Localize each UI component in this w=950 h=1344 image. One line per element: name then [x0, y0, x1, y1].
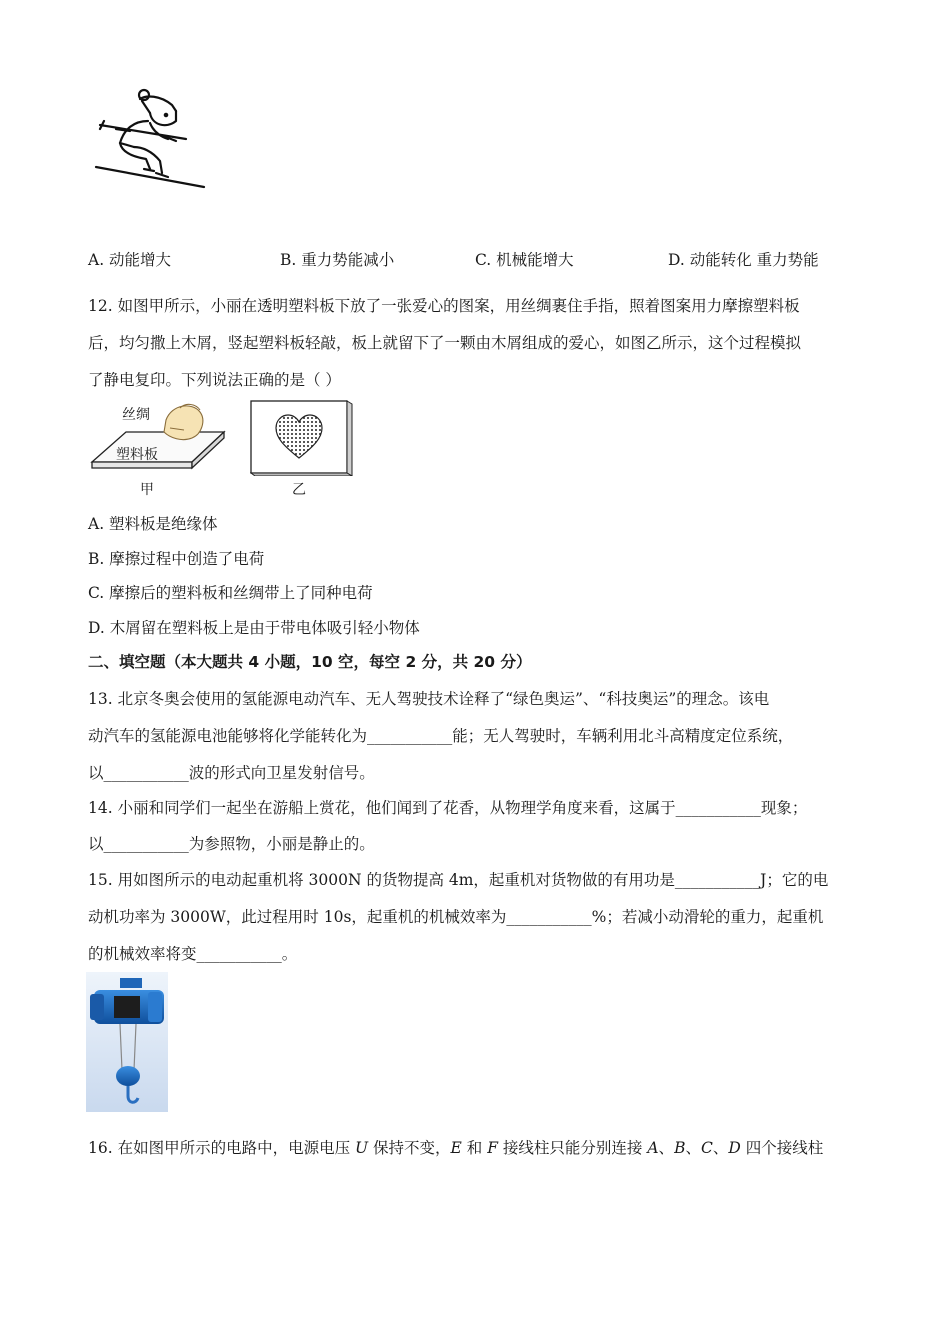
q12-text-line-2: 后，均匀撒上木屑，竖起塑料板轻敲，板上就留下了一颗由木屑组成的爱心，如图乙所示，这个过程模拟 [88, 334, 802, 352]
plastic-board-figure [88, 398, 228, 472]
board-label: 塑料板 [116, 447, 158, 463]
q15-text-line-1: 15. 用如图所示的电动起重机将 3000N 的货物提高 4m，起重机对货物做的有用功是___________J；它的电 [88, 871, 829, 889]
q11-option-d: D. 动能转化 重力势能 [668, 251, 819, 269]
q16-var-c: C [700, 1139, 713, 1157]
q15-text-line-2: 动机功率为 3000W，此过程用时 10s，起重机的机械效率为___________%；若减小动滑轮的重力，起重机 [88, 908, 824, 926]
figure-caption-yi: 乙 [292, 482, 306, 498]
q16-var-e: E [450, 1139, 462, 1157]
q15-text-line-3: 的机械效率将变___________。 [88, 945, 298, 963]
q13-text-line-1: 13. 北京冬奥会使用的氢能源电动汽车、无人驾驶技术诠释了“绿色奥运”、“科技奥运”的理念。该电 [88, 690, 770, 708]
heart-board-figure [250, 400, 354, 476]
q11-option-b: B. 重力势能减小 [280, 251, 395, 269]
q16-var-u: U [355, 1139, 369, 1157]
q11-option-c: C. 机械能增大 [475, 251, 574, 269]
q16-var-a: A [647, 1139, 659, 1157]
q16-text: 接线柱只能分别连接 [497, 1139, 648, 1157]
q14-text-line-2: 以___________为参照物，小丽是静止的。 [88, 835, 375, 853]
q12-option-c: C. 摩擦后的塑料板和丝绸带上了同种电荷 [88, 584, 373, 602]
q12-option-d: D. 木屑留在塑料板上是由于带电体吸引轻小物体 [88, 619, 420, 637]
q12-option-b: B. 摩擦过程中创造了电荷 [88, 550, 265, 568]
q16-sep: 、 [685, 1139, 701, 1157]
q14-text-line-1: 14. 小丽和同学们一起坐在游船上赏花，他们闻到了花香，从物理学角度来看，这属于___________现象； [88, 799, 808, 817]
q16-text: 和 [461, 1139, 488, 1157]
q12-option-a: A. 塑料板是绝缘体 [88, 515, 218, 533]
q13-text-line-2: 动汽车的氢能源电池能够将化学能转化为___________能；无人驾驶时，车辆利用北斗高精度定位系统， [88, 727, 794, 745]
q12-text-line-3: 了静电复印。下列说法正确的是（ ） [88, 371, 341, 389]
q16-text: 四个接线柱 [740, 1139, 824, 1157]
q16-var-b: B [674, 1139, 686, 1157]
q16-var-f: F [487, 1139, 498, 1157]
skier-figure [90, 85, 208, 190]
section-heading: 二、填空题（本大题共 4 小题，10 空，每空 2 分，共 20 分） [88, 653, 532, 671]
q16-text: 16. 在如图甲所示的电路中，电源电压 [88, 1139, 356, 1157]
silk-label: 丝绸 [122, 407, 150, 423]
q16-var-d: D [728, 1139, 741, 1157]
q16-text-line-1 [88, 1138, 823, 1158]
figure-caption-jia: 甲 [140, 482, 154, 498]
q16-text: 保持不变， [368, 1139, 451, 1157]
q12-text-line-1: 12. 如图甲所示，小丽在透明塑料板下放了一张爱心的图案，用丝绸裹住手指，照着图案用力摩擦塑料板 [88, 297, 800, 315]
q16-sep: 、 [712, 1139, 729, 1157]
electric-crane-photo [86, 972, 168, 1112]
q16-sep: 、 [658, 1139, 675, 1157]
q11-option-a: A. 动能增大 [88, 251, 172, 269]
q13-text-line-3: 以___________波的形式向卫星发射信号。 [88, 764, 375, 782]
